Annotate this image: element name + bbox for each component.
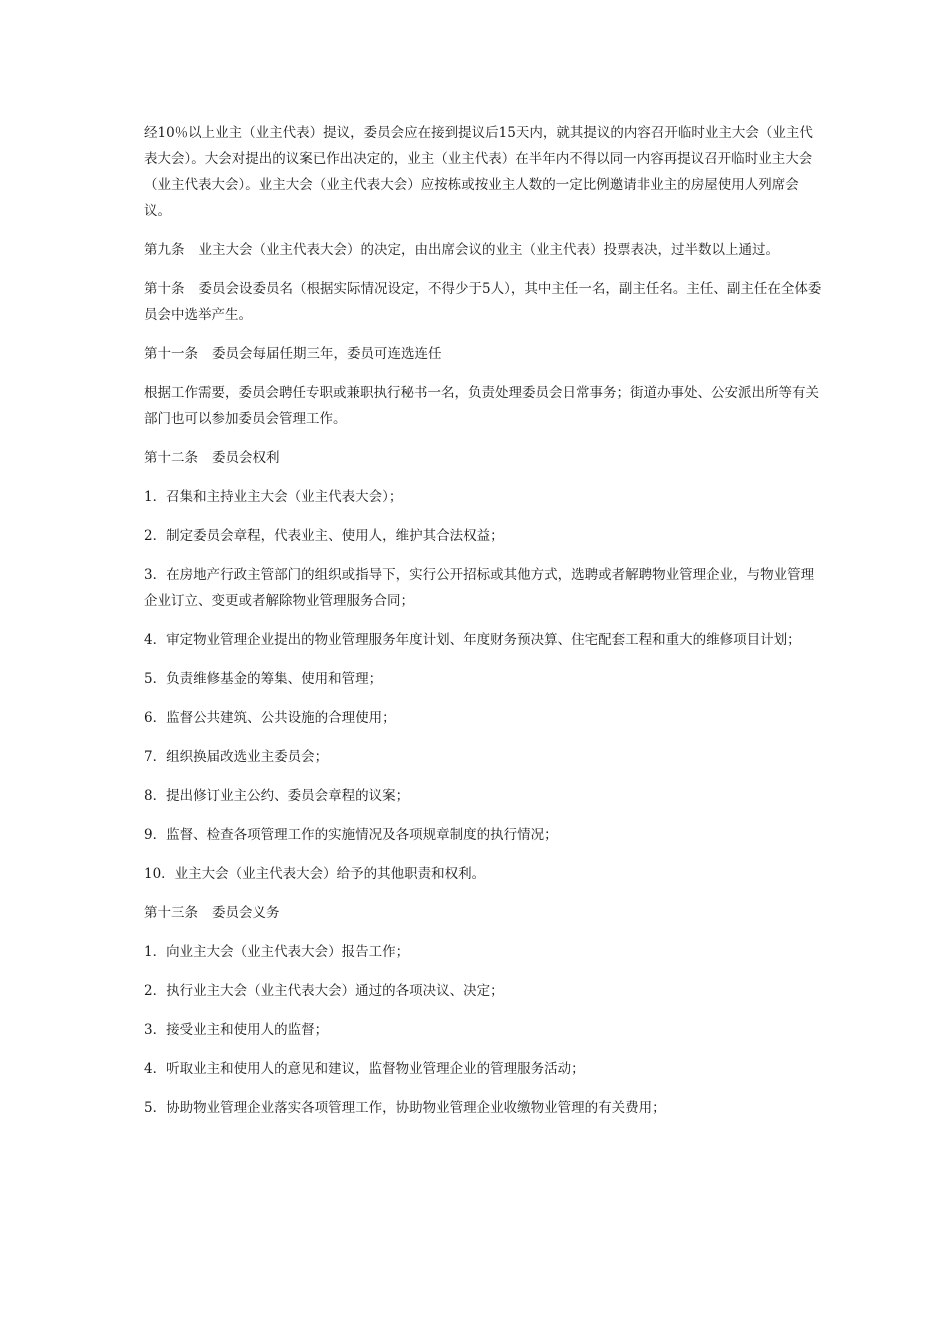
list-item-text: 4．审定物业管理企业提出的物业管理服务年度计划、年度财务预决算、住宅配套工程和重大的维修项目计划； — [144, 632, 801, 648]
list-item-text: 2．制定委员会章程，代表业主、使用人，维护其合法权益； — [144, 528, 504, 544]
list-item-text: 5．负责维修基金的筹集、使用和管理； — [144, 671, 383, 687]
article-10 — [144, 276, 824, 328]
article-number: 第十二条 — [144, 450, 198, 466]
list-item — [144, 562, 824, 614]
article-text: 委员会每届任期三年，委员可连选连任 — [212, 346, 442, 362]
list-item — [144, 705, 824, 731]
list-item — [144, 939, 824, 965]
paragraph-intro — [144, 120, 824, 224]
list-item — [144, 666, 824, 692]
article-13 — [144, 900, 824, 926]
list-item — [144, 822, 824, 848]
list-item-text: 4．听取业主和使用人的意见和建议，监督物业管理企业的管理服务活动； — [144, 1061, 585, 1077]
list-item — [144, 1056, 824, 1082]
list-item-text: 9．监督、检查各项管理工作的实施情况及各项规章制度的执行情况； — [144, 827, 558, 843]
document-body — [144, 120, 824, 1134]
article-9 — [144, 237, 824, 263]
paragraph-text: 根据工作需要，委员会聘任专职或兼职执行秘书一名，负责处理委员会日常事务；街道办事处、公安派出所等有关部门也可以参加委员会管理工作。 — [144, 385, 819, 427]
article-number: 第十条 — [144, 281, 185, 297]
list-item-text: 3．接受业主和使用人的监督； — [144, 1022, 329, 1038]
paragraph-secretary — [144, 380, 824, 432]
list-item — [144, 1017, 824, 1043]
article-number: 第九条 — [144, 242, 185, 258]
article-number: 第十三条 — [144, 905, 198, 921]
list-item-text: 10．业主大会（业主代表大会）给予的其他职责和权利。 — [144, 866, 486, 882]
list-item — [144, 978, 824, 1004]
article-text: 委员会设委员名（根据实际情况设定，不得少于5人），其中主任一名，副主任名。主任、副主任在全体委员会中选举产生。 — [144, 281, 822, 323]
list-item — [144, 744, 824, 770]
article-number: 第十一条 — [144, 346, 198, 362]
article-text: 业主大会（业主代表大会）的决定，由出席会议的业主（业主代表）投票表决，过半数以上通过。 — [198, 242, 779, 258]
list-item — [144, 627, 824, 653]
article-11 — [144, 341, 824, 367]
article-text: 委员会义务 — [212, 905, 280, 921]
list-item-text: 6．监督公共建筑、公共设施的合理使用； — [144, 710, 396, 726]
list-item — [144, 1095, 824, 1121]
list-item — [144, 861, 824, 887]
list-item — [144, 484, 824, 510]
article-12 — [144, 445, 824, 471]
list-item-text: 8．提出修订业主公约、委员会章程的议案； — [144, 788, 410, 804]
paragraph-text: 经10％以上业主（业主代表）提议，委员会应在接到提议后15天内，就其提议的内容召开临时业主大会（业主代表大会）。大会对提出的议案已作出决定的，业主（业主代表）在半年内不得以同一内容再提议召开临时业主大会（业主代表大会）。业主大会（业主代表大会）应按栋或按业主人数的一定比例邀请非业主的房屋使用人列席会议。 — [144, 125, 813, 219]
list-item-text: 1．向业主大会（业主代表大会）报告工作； — [144, 944, 410, 960]
list-item-text: 3．在房地产行政主管部门的组织或指导下，实行公开招标或其他方式，选聘或者解聘物业管理企业，与物业管理企业订立、变更或者解除物业管理服务合同； — [144, 567, 815, 609]
article-text: 委员会权利 — [212, 450, 280, 466]
list-item-text: 1．召集和主持业主大会（业主代表大会）； — [144, 489, 403, 505]
list-item-text: 5．协助物业管理企业落实各项管理工作，协助物业管理企业收缴物业管理的有关费用； — [144, 1100, 666, 1116]
list-item-text: 7．组织换届改选业主委员会； — [144, 749, 329, 765]
list-item-text: 2．执行业主大会（业主代表大会）通过的各项决议、决定； — [144, 983, 504, 999]
list-item — [144, 523, 824, 549]
list-item — [144, 783, 824, 809]
